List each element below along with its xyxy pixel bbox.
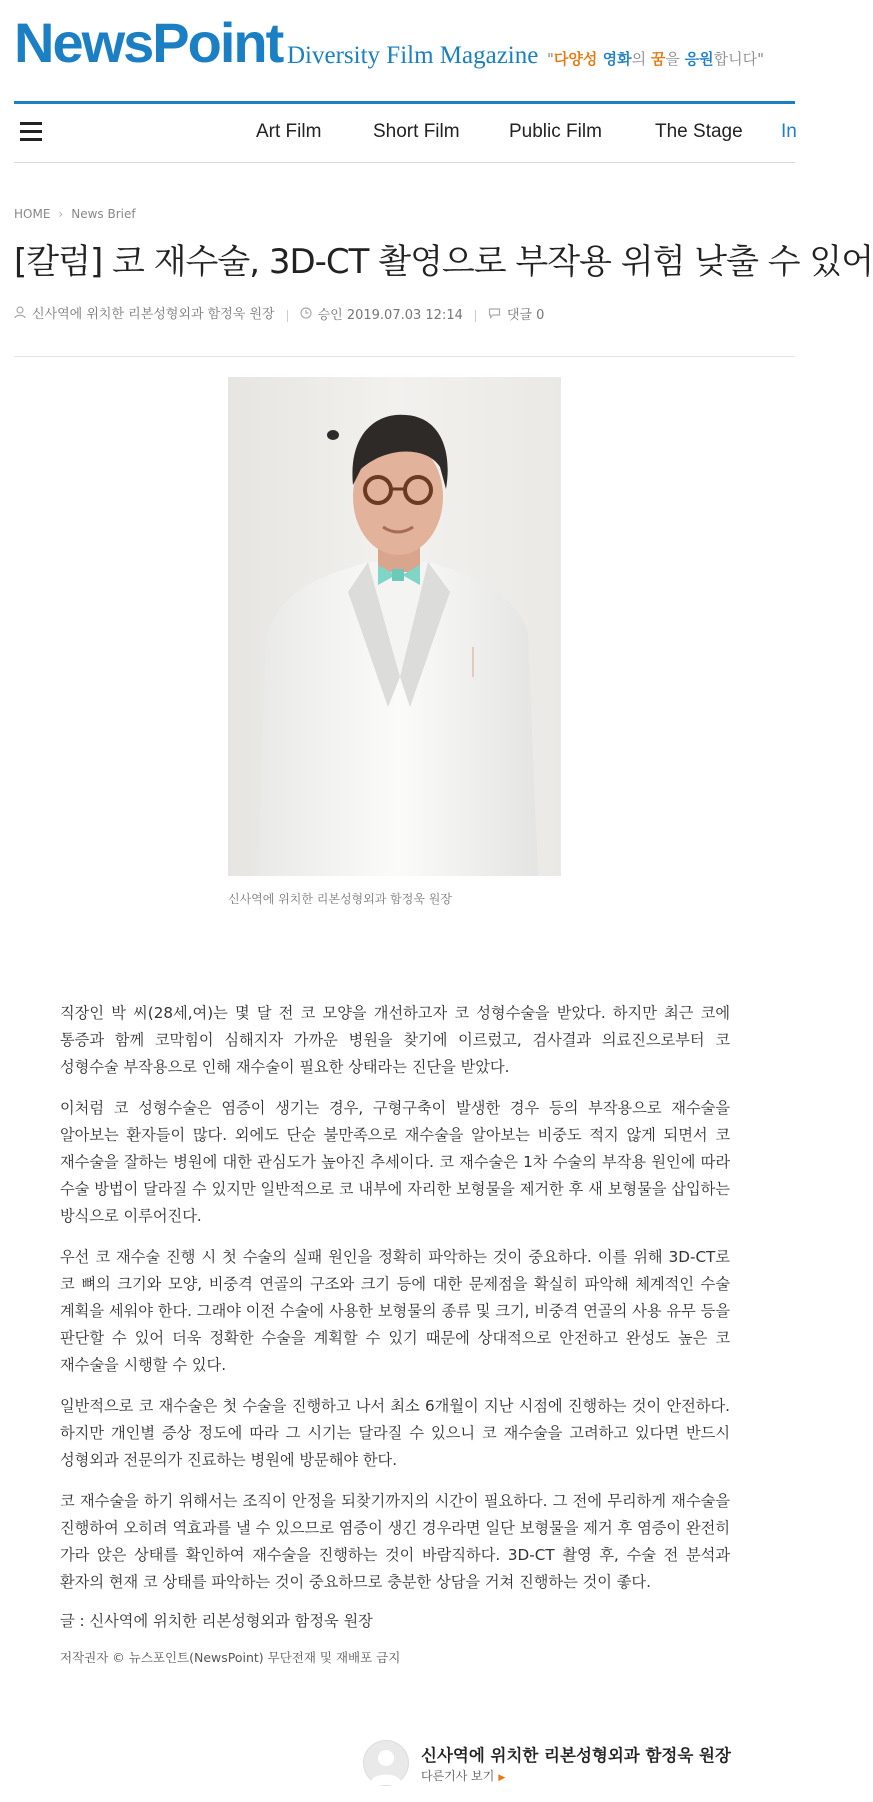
reporter-name[interactable]: 신사역에 위치한 리본성형외과 함정욱 원장 (32, 307, 275, 322)
site-header (0, 0, 795, 100)
article-paragraph: 코 재수술을 하기 위해서는 조직이 안정을 되찾기까지의 시간이 필요하다. 그 전에 무리하게 재수술을 진행하여 오히려 역효과를 낼 수 있으므로 염증이 생긴 경우라면 일단 보형물을 제거 후 염증이 완전히 가라 앉은 상태를 확인하여 재수술을 진행하는 것이 바람직하다. 3D-CT 촬영 후, 수술 전 분석과 환자의 현재 코 상태를 파악하는 것이 중요하므로 충분한 상담을 거쳐 진행하는 것이 좋다. (60, 1492, 730, 1591)
breadcrumb (14, 207, 136, 221)
nav-item-public-film[interactable]: Public Film (509, 121, 602, 142)
article-meta (14, 303, 544, 323)
slogan-quote: " (547, 50, 554, 68)
meta-divider (287, 310, 288, 322)
article-paragraph: 우선 코 재수술 진행 시 첫 수술의 실패 원인을 정확히 파악하는 것이 중요하다. 이를 위해 3D-CT로 코 뼈의 크기와 모양, 비중격 연골의 구조와 크기 등에 대한 문제점을 확실히 파악해 체계적인 수술 계획을 세워야 한다. 그래야 이전 수술에 사용한 보형물의 종류 및 크기, 비중격 연골의 사용 유무 등을 판단할 수 있어 더욱 정확한 수술을 계획할 수 있기 때문에 상대적으로 안전하고 완성도 높은 코 재수술을 시행할 수 있다. (60, 1248, 730, 1374)
hamburger-icon[interactable] (20, 122, 42, 142)
slogan-word: 합니다" (713, 50, 764, 68)
article-paragraph: 이처럼 코 성형수술은 염증이 생기는 경우, 구형구축이 발생한 경우 등의 부작용으로 재수술을 알아보는 환자들이 많다. 외에도 단순 불만족으로 재수술을 알아보는 비중도 적지 않게 되면서 코 재수술을 잘하는 병원에 대한 관심도가 높아진 추세이다. 코 재수술은 1차 수술의 부작용 원인에 따라 수술 방법이 달라질 수 있지만 일반적으로 코 내부에 자리한 보형물을 제거한 후 새 보형물을 삽입하는 방식으로 이루어진다. (60, 1099, 730, 1225)
article-paragraph: 일반적으로 코 재수술은 첫 수술을 진행하고 나서 최소 6개월이 지난 시점에 진행하는 것이 안전하다. 하지만 개인별 증상 정도에 따라 그 시기는 달라질 수 있으니 코 재수술을 고려하고 있다면 반드시 성형외과 전문의가 진료하는 병원에 방문해야 한다. (60, 1397, 730, 1469)
more-articles-link[interactable] (421, 1767, 505, 1784)
article-photo (228, 377, 561, 876)
article-paragraph: 직장인 박 씨(28세,여)는 몇 달 전 코 모양을 개선하고자 코 성형수술을 받았다. 하지만 최근 코에 통증과 함께 코막힘이 심해지자 가까운 병원을 찾기에 이르렀고, 검사결과 의료진으로부터 코 성형수술 부작용으로 인해 재수술이 필요한 상태라는 진단을 받았다. (60, 1004, 730, 1076)
site-logo[interactable]: NewsPoint (14, 11, 283, 74)
breadcrumb-section[interactable]: News Brief (71, 207, 136, 221)
article-body (60, 1000, 730, 1666)
approved-time: 승인 2019.07.03 12:14 (317, 307, 463, 323)
meta-reporter (14, 303, 275, 322)
nav-item-short-film[interactable]: Short Film (373, 121, 460, 142)
slogan-word: 꿈 (650, 50, 666, 68)
slogan-word: 을 (665, 50, 685, 68)
avatar (363, 1740, 409, 1786)
breadcrumb-home[interactable]: HOME (14, 207, 51, 221)
reporter-byline (363, 1740, 763, 1790)
meta-comments[interactable] (488, 304, 545, 323)
author-line: 글 : 신사역에 위치한 리본성형외과 함정욱 원장 (60, 1612, 373, 1630)
default-avatar-icon (364, 1741, 408, 1785)
more-articles-label[interactable]: 다른기사 보기 (421, 1769, 495, 1783)
byline-name: 신사역에 위치한 리본성형외과 함정욱 원장 (421, 1746, 731, 1765)
comment-icon (488, 307, 501, 319)
nav-item-art-film[interactable]: Art Film (256, 121, 322, 142)
slogan-word: 다양성 (553, 50, 598, 68)
article-title: [칼럼] 코 재수술, 3D-CT 촬영으로 부작용 위험 낮출 수 있어 (14, 242, 873, 282)
meta-divider (475, 310, 476, 322)
meta-approved (300, 304, 463, 323)
copyright-notice: 저작권자 © 뉴스포인트(NewsPoint) 무단전재 및 재배포 금지 (60, 1650, 401, 1665)
doctor-portrait-image (228, 377, 561, 876)
logo-subtitle: Diversity Film Magazine (287, 42, 539, 69)
nav-item-the-stage[interactable]: The Stage (655, 121, 743, 142)
person-icon (14, 306, 26, 319)
comment-count[interactable]: 댓글 0 (506, 307, 545, 323)
nav-item-truncated[interactable]: In (781, 121, 797, 142)
slogan (547, 48, 764, 69)
divider (14, 356, 795, 357)
clock-icon (300, 307, 312, 319)
chevron-right-icon: › (58, 207, 64, 221)
slogan-word: 응원 (684, 50, 714, 68)
slogan-word: 영화 (597, 50, 632, 68)
image-caption: 신사역에 위치한 리본성형외과 함정욱 원장 (228, 892, 452, 906)
slogan-word: 의 (631, 50, 651, 68)
main-nav (14, 101, 795, 163)
arrow-right-icon: ▶ (498, 1773, 506, 1783)
